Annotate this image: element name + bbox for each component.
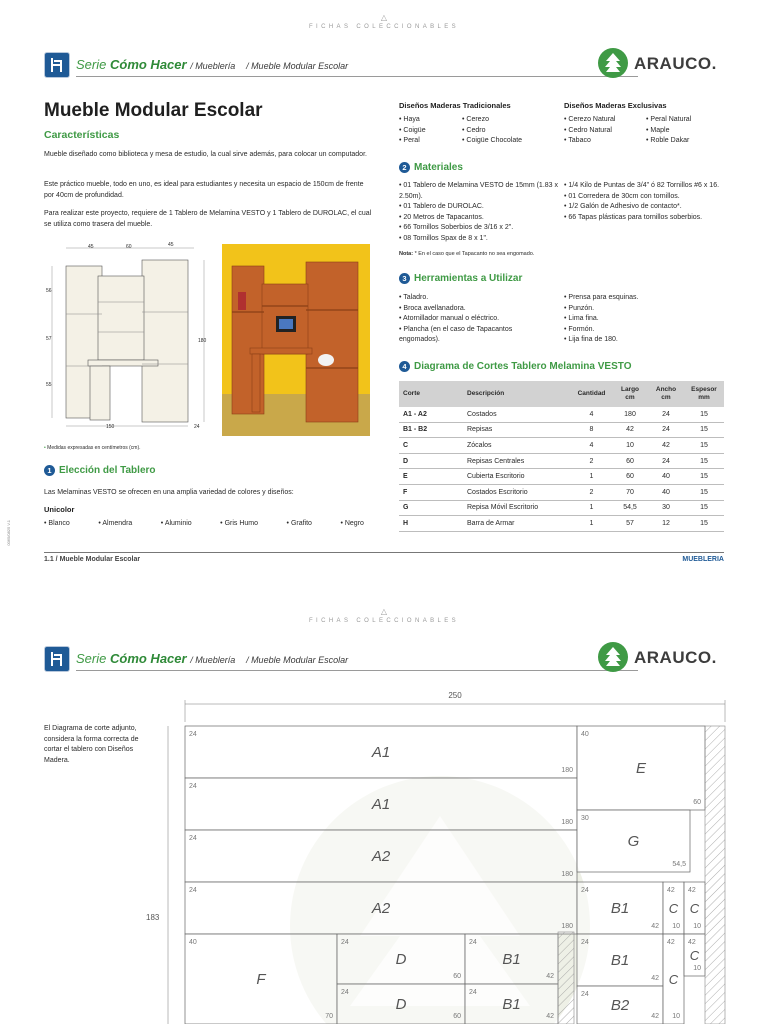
list-item: • 01 Corredera de 30cm con tornillos. xyxy=(564,192,724,203)
column-header: Largo cm xyxy=(612,381,648,407)
piece-length: 180 xyxy=(561,871,573,878)
table-cell: 180 xyxy=(612,407,648,422)
waste-strip xyxy=(558,932,574,1024)
piece-width: 42 xyxy=(688,887,696,894)
piece-length: 70 xyxy=(325,1013,333,1020)
table-cell: 24 xyxy=(648,407,684,422)
table-cell: 54,5 xyxy=(612,500,648,516)
cut-piece-e xyxy=(577,726,705,810)
list-item: • Lima fina. xyxy=(564,314,638,325)
list-item: • 1/2 Galón de Adhesivo de contacto*. xyxy=(564,202,724,213)
side-code: 0065/0825 V.1 xyxy=(6,520,11,546)
table-cell: C xyxy=(399,438,463,454)
cut-piece-c xyxy=(663,934,684,1024)
piece-width: 42 xyxy=(667,887,675,894)
measure-note: • Medidas expresadas en centímetros (cm). xyxy=(44,445,141,451)
table-cell: 15 xyxy=(684,516,724,532)
column-header: Descripción xyxy=(463,381,571,407)
table-cell: 30 xyxy=(648,500,684,516)
table-cell: Costados xyxy=(463,407,571,422)
cutting-diagram xyxy=(140,686,740,1024)
piece-width: 42 xyxy=(667,939,675,946)
piece-label: A2 xyxy=(371,848,391,865)
table-cell: 70 xyxy=(612,484,648,500)
page-2 xyxy=(0,596,768,1024)
breadcrumb: / Mueblería xyxy=(190,61,236,71)
table-row xyxy=(399,407,724,422)
table-cell: G xyxy=(399,500,463,516)
cut-piece-d xyxy=(337,934,465,984)
piece-width: 40 xyxy=(189,939,197,946)
dim-180: 180 xyxy=(198,338,207,344)
materiales-list-2 xyxy=(564,181,724,223)
table-cell: 40 xyxy=(648,469,684,485)
excl-heading: Diseños Maderas Exclusivas xyxy=(564,101,667,110)
table-cell: H xyxy=(399,516,463,532)
list-item: • Cedro Natural xyxy=(564,126,615,137)
piece-length: 180 xyxy=(561,923,573,930)
table-cell: Barra de Armar xyxy=(463,516,571,532)
list-item: • Lija fina de 180. xyxy=(564,335,638,346)
piece-width: 24 xyxy=(189,887,197,894)
height-label: 183 xyxy=(146,913,160,922)
piece-length: 42 xyxy=(651,923,659,930)
chair-icon xyxy=(44,52,70,78)
caracteristicas-p3: Para realizar este proyecto, requiere de 1 Tablero de Melamina VESTO y 1 Tablero de DUROLAC, el cual se utiliza como trasera del mueble. xyxy=(44,210,372,228)
cut-piece-a2 xyxy=(185,830,577,882)
brand-name: ARAUCO. xyxy=(634,648,717,667)
series-title: Serie Cómo Hacer / Mueblería / Mueble Modular Escolar xyxy=(76,57,349,72)
color-list xyxy=(44,520,364,527)
table-cell: Cubierta Escritorio xyxy=(463,469,571,485)
table-cell: 24 xyxy=(648,453,684,469)
footer-rule xyxy=(44,552,724,553)
table-cell: 15 xyxy=(684,484,724,500)
fichas-label: FICHAS COLECCIONABLES xyxy=(308,24,460,30)
herramientas-list-2 xyxy=(564,293,638,346)
page-title: Mueble Modular Escolar xyxy=(44,100,263,121)
piece-length: 60 xyxy=(693,799,701,806)
caracteristicas-heading: Características xyxy=(44,129,120,141)
cut-piece-c xyxy=(684,934,705,976)
piece-width: 24 xyxy=(341,989,349,996)
piece-label: F xyxy=(256,971,266,988)
list-item: • Formón. xyxy=(564,325,638,336)
cut-piece-b1 xyxy=(577,882,663,934)
piece-width: 24 xyxy=(581,991,589,998)
piece-length: 10 xyxy=(693,965,701,972)
list-item: • Cedro xyxy=(462,126,522,137)
list-item: • Plancha (en el caso de Tapacantos engomados). xyxy=(399,325,539,346)
table-cell: 4 xyxy=(571,407,612,422)
width-label: 250 xyxy=(448,691,462,700)
breadcrumb: / Mueble Modular Escolar xyxy=(246,61,349,71)
list-item: • 01 Tablero de DUROLAC. xyxy=(399,202,561,213)
list-item: • Roble Dakar xyxy=(646,136,691,147)
table-cell: B1 - B2 xyxy=(399,422,463,438)
triangle-icon: △ xyxy=(380,13,388,22)
table-row xyxy=(399,484,724,500)
dim-150: 150 xyxy=(106,424,115,430)
piece-width: 24 xyxy=(189,731,197,738)
table-cell: 2 xyxy=(571,484,612,500)
table-cell: 24 xyxy=(648,422,684,438)
excl-list-2 xyxy=(646,115,691,147)
table-cell: Costados Escritorio xyxy=(463,484,571,500)
piece-length: 42 xyxy=(651,1013,659,1020)
list-item: • Tabaco xyxy=(564,136,615,147)
table-row xyxy=(399,500,724,516)
piece-label: B1 xyxy=(502,951,521,968)
piece-label: C xyxy=(668,901,679,916)
header-rule xyxy=(76,76,638,77)
table-cell: 8 xyxy=(571,422,612,438)
color-item: • Gris Humo xyxy=(220,520,259,527)
triangle-icon: △ xyxy=(380,607,388,616)
piece-label: B1 xyxy=(610,952,630,969)
cut-diagram-note: El Diagrama de corte adjunto, considera la forma correcta de cortar el tablero con Diseños Madera. xyxy=(44,725,139,764)
list-item: • Coigüe Chocolate xyxy=(462,136,522,147)
herramientas-list-1 xyxy=(399,293,539,346)
table-cell: 15 xyxy=(684,407,724,422)
footer-right: MUEBLERIA xyxy=(682,556,724,563)
table-cell: 42 xyxy=(612,422,648,438)
piece-length: 10 xyxy=(672,1013,680,1020)
piece-length: 42 xyxy=(546,973,554,980)
table-cell: 40 xyxy=(648,484,684,500)
trad-heading: Diseños Maderas Tradicionales xyxy=(399,101,511,110)
footer-left: 1.1 / Mueble Modular Escolar xyxy=(44,556,141,563)
arauco-logo xyxy=(598,642,728,674)
list-item: • 66 Tornillos Soberbios de 3/16 x 2". xyxy=(399,223,561,234)
piece-width: 24 xyxy=(469,939,477,946)
unicolor-heading: Unicolor xyxy=(44,505,75,514)
table-header-row xyxy=(399,381,724,407)
list-item: • Prensa para esquinas. xyxy=(564,293,638,304)
table-cell: 4 xyxy=(571,438,612,454)
cut-piece-c xyxy=(684,882,705,934)
table-cell: 10 xyxy=(612,438,648,454)
list-item: • Peral Natural xyxy=(646,115,691,126)
piece-label: B2 xyxy=(610,997,630,1014)
breadcrumb: / Mueblería xyxy=(190,655,236,665)
color-item: • Grafito xyxy=(286,520,312,527)
list-item: • 01 Tablero de Melamina VESTO de 15mm (1.83 x 2.50m). xyxy=(399,181,561,202)
piece-label: A1 xyxy=(371,744,391,761)
dim-55: 55 xyxy=(46,382,52,388)
list-item: • Punzón. xyxy=(564,304,638,315)
table-cell: 60 xyxy=(612,453,648,469)
dim-45a: 45 xyxy=(88,244,94,250)
table-row xyxy=(399,438,724,454)
trad-list-1 xyxy=(399,115,426,147)
list-item: • Haya xyxy=(399,115,426,126)
table-cell: 1 xyxy=(571,469,612,485)
step-number: 4 xyxy=(399,361,410,372)
dim-60: 60 xyxy=(126,244,132,250)
piece-length: 42 xyxy=(546,1013,554,1020)
tree-icon xyxy=(598,48,628,78)
table-cell: 57 xyxy=(612,516,648,532)
piece-length: 60 xyxy=(453,1013,461,1020)
list-item: • Cerezo xyxy=(462,115,522,126)
list-item: • Taladro. xyxy=(399,293,539,304)
page-header xyxy=(44,52,724,82)
list-item: • Coigüe xyxy=(399,126,426,137)
table-cell: Repisas Centrales xyxy=(463,453,571,469)
table-cell: Repisas xyxy=(463,422,571,438)
table-cell: 1 xyxy=(571,516,612,532)
cut-piece-b1 xyxy=(577,934,663,986)
excl-list-1 xyxy=(564,115,615,147)
cut-piece-g xyxy=(577,810,690,872)
piece-label: D xyxy=(395,951,407,968)
caracteristicas-p1: Mueble diseñado como biblioteca y mesa de estudio, la cual sirve además, para colocar un computador. xyxy=(44,151,367,158)
dim-56: 56 xyxy=(46,288,52,294)
cuts-table xyxy=(399,381,724,532)
waste-strip xyxy=(705,726,725,1024)
series-title: Serie Cómo Hacer / Mueblería / Mueble Modular Escolar xyxy=(76,651,349,666)
table-cell: D xyxy=(399,453,463,469)
trad-list-2 xyxy=(462,115,522,147)
list-item: • Broca avellanadora. xyxy=(399,304,539,315)
piece-label: C xyxy=(668,972,679,987)
table-cell: 15 xyxy=(684,422,724,438)
list-item: • 66 Tapas plásticas para tornillos soberbios. xyxy=(564,213,724,224)
furniture-drawing xyxy=(44,238,214,434)
cut-piece-a1 xyxy=(185,726,577,778)
piece-length: 54,5 xyxy=(672,861,686,868)
column-header: Espesor mm xyxy=(684,381,724,407)
color-item: • Negro xyxy=(340,520,364,527)
product-photo xyxy=(222,244,370,436)
color-item: • Almendra xyxy=(98,520,133,527)
table-cell: F xyxy=(399,484,463,500)
table-cell: Zócalos xyxy=(463,438,571,454)
piece-label: D xyxy=(395,996,407,1013)
piece-label: G xyxy=(627,833,640,850)
table-cell: 15 xyxy=(684,453,724,469)
cut-piece-b2 xyxy=(577,986,663,1024)
materiales-heading: 2 Materiales xyxy=(399,162,463,173)
piece-label: B1 xyxy=(502,996,521,1013)
piece-width: 30 xyxy=(581,815,589,822)
step-number: 2 xyxy=(399,162,410,173)
arauco-logo xyxy=(598,48,728,80)
breadcrumb: / Mueble Modular Escolar xyxy=(246,655,349,665)
table-cell: Repisa Móvil Escritorio xyxy=(463,500,571,516)
table-cell: 15 xyxy=(684,469,724,485)
list-item: • 08 Tornillos Spax de 8 x 1". xyxy=(399,234,561,245)
piece-width: 24 xyxy=(581,887,589,894)
table-cell: A1 - A2 xyxy=(399,407,463,422)
list-item: • Peral xyxy=(399,136,426,147)
piece-width: 42 xyxy=(688,939,696,946)
cut-piece-b1 xyxy=(465,934,558,984)
table-cell: 60 xyxy=(612,469,648,485)
table-row xyxy=(399,469,724,485)
color-item: • Blanco xyxy=(44,520,70,527)
table-cell: 12 xyxy=(648,516,684,532)
piece-width: 24 xyxy=(469,989,477,996)
collectible-mark xyxy=(0,608,768,624)
fichas-label: FICHAS COLECCIONABLES xyxy=(308,618,460,624)
piece-label: C xyxy=(689,948,700,963)
header-rule xyxy=(76,670,638,671)
color-item: • Aluminio xyxy=(160,520,192,527)
cut-piece-b1 xyxy=(465,984,558,1024)
caracteristicas-p2: Este práctico mueble, todo en uno, es ideal para estudiantes y necesita un espacio de 150cm de frente por 40cm de profundidad. xyxy=(44,181,364,199)
cut-piece-c xyxy=(663,882,684,934)
dim-45b: 45 xyxy=(168,242,174,248)
tree-icon xyxy=(598,642,628,672)
table-row xyxy=(399,453,724,469)
piece-label: A2 xyxy=(371,900,391,917)
table-cell: 15 xyxy=(684,500,724,516)
piece-length: 42 xyxy=(651,975,659,982)
list-item: • 20 Metros de Tapacantos. xyxy=(399,213,561,224)
table-row xyxy=(399,422,724,438)
table-cell: 1 xyxy=(571,500,612,516)
eleccion-text: Las Melaminas VESTO se ofrecen en una amplia variedad de colores y diseños: xyxy=(44,489,294,496)
table-cell: E xyxy=(399,469,463,485)
piece-length: 180 xyxy=(561,819,573,826)
table-cell: 15 xyxy=(684,438,724,454)
piece-width: 40 xyxy=(581,731,589,738)
piece-label: B1 xyxy=(610,900,630,917)
piece-length: 10 xyxy=(693,923,701,930)
piece-width: 24 xyxy=(189,835,197,842)
table-cell: 42 xyxy=(648,438,684,454)
piece-width: 24 xyxy=(581,939,589,946)
table-row xyxy=(399,516,724,532)
list-item: • Cerezo Natural xyxy=(564,115,615,126)
materiales-list-1 xyxy=(399,181,561,244)
piece-label: E xyxy=(635,760,647,777)
diagrama-heading: 4 Diagrama de Cortes Tablero Melamina VESTO xyxy=(399,361,631,372)
page-header xyxy=(44,646,724,676)
list-item: • Maple xyxy=(646,126,691,137)
brand-name: ARAUCO. xyxy=(634,54,717,73)
step-number: 1 xyxy=(44,465,55,476)
piece-length: 10 xyxy=(672,923,680,930)
dim-24: 24 xyxy=(194,424,200,430)
cut-piece-a2 xyxy=(185,882,577,934)
piece-label: C xyxy=(689,901,700,916)
column-header: Cantidad xyxy=(571,381,612,407)
column-header: Ancho cm xyxy=(648,381,684,407)
piece-length: 180 xyxy=(561,767,573,774)
list-item: • Atornillador manual o eléctrico. xyxy=(399,314,539,325)
step-number: 3 xyxy=(399,273,410,284)
materiales-note: Nota: * En el caso que el Tapacanto no sea engomado. xyxy=(399,251,535,257)
table-cell: 2 xyxy=(571,453,612,469)
column-header: Corte xyxy=(399,381,463,407)
cut-piece-f xyxy=(185,934,337,1024)
cut-piece-a1 xyxy=(185,778,577,830)
dim-57: 57 xyxy=(46,336,52,342)
piece-label: A1 xyxy=(371,796,391,813)
list-item: • 1/4 Kilo de Puntas de 3/4" ó 82 Tornillos #6 x 16. xyxy=(564,181,724,192)
cut-piece-d xyxy=(337,984,465,1024)
piece-width: 24 xyxy=(341,939,349,946)
piece-length: 60 xyxy=(453,973,461,980)
piece-width: 24 xyxy=(189,783,197,790)
chair-icon xyxy=(44,646,70,672)
herramientas-heading: 3 Herramientas a Utilizar xyxy=(399,273,522,284)
collectible-mark xyxy=(0,14,768,30)
eleccion-heading: 1 Elección del Tablero xyxy=(44,465,156,476)
